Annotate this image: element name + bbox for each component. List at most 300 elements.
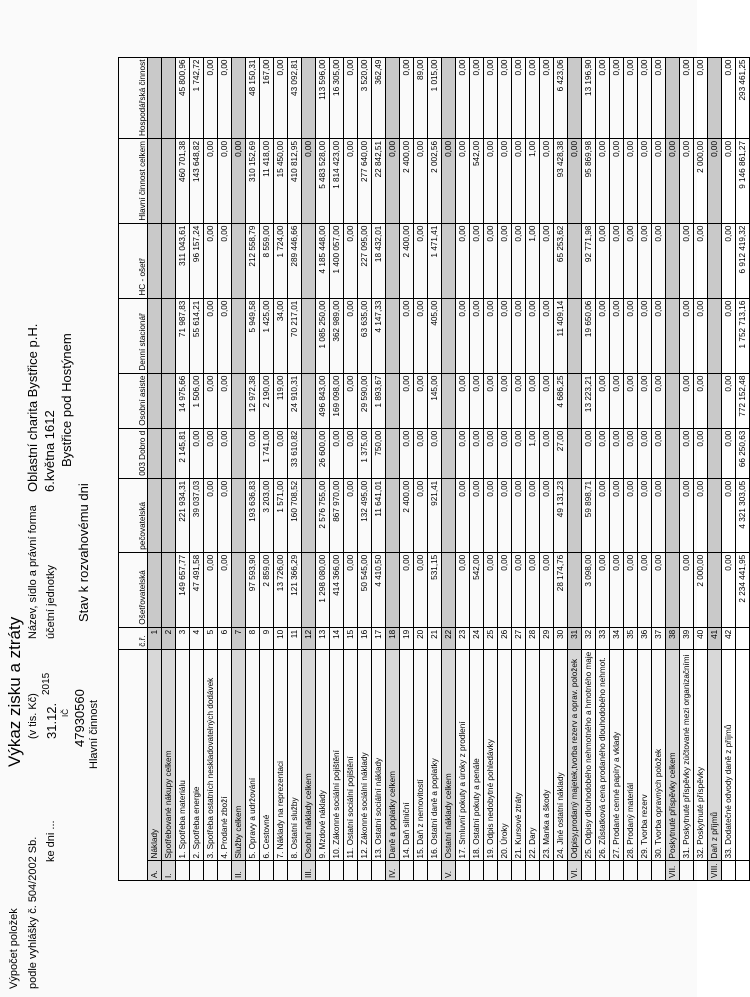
- row-number: 36: [638, 627, 652, 649]
- value-cell: 0,00: [344, 373, 358, 428]
- value-cell: 65 253,62: [554, 223, 568, 298]
- value-cell: 143 648,82: [190, 138, 204, 223]
- value-cell: 1 506,00: [190, 373, 204, 428]
- value-cell: 0,00: [652, 552, 666, 627]
- value-cell: 0,00: [638, 373, 652, 428]
- table-row: [540, 57, 554, 880]
- value-cell: 0,00: [652, 57, 666, 138]
- value-cell: 2 234 441,95: [736, 552, 750, 627]
- value-cell: 8 559,00: [260, 223, 274, 298]
- value-cell: 0,00: [540, 478, 554, 552]
- table-row: [610, 57, 624, 880]
- value-cell: 0,00: [400, 298, 414, 373]
- value-cell: 55 614,21: [190, 298, 204, 373]
- value-cell: 11 641,01: [372, 478, 386, 552]
- value-cell: 0,00: [512, 478, 526, 552]
- value-cell: 0,00: [344, 428, 358, 478]
- section-roman: [540, 861, 554, 881]
- value-cell: [666, 478, 680, 552]
- value-cell: 0,00: [652, 138, 666, 223]
- value-cell: 460 701,38: [176, 138, 190, 223]
- value-cell: 0,00: [344, 552, 358, 627]
- table-row: [624, 57, 638, 880]
- value-cell: [148, 57, 162, 138]
- value-cell: 0,00: [484, 223, 498, 298]
- section-roman: [316, 861, 330, 881]
- section-roman: [680, 861, 694, 881]
- value-cell: 0,00: [596, 138, 610, 223]
- value-cell: 0,00: [484, 373, 498, 428]
- table-row: [456, 57, 470, 880]
- value-cell: 0,00: [680, 138, 694, 223]
- value-cell: [162, 373, 176, 428]
- value-cell: 29 590,00: [358, 373, 372, 428]
- value-cell: 0,00: [456, 57, 470, 138]
- value-cell: 4 185 448,00: [316, 223, 330, 298]
- row-label: 2. Spotřeba energie: [190, 649, 204, 861]
- value-cell: [232, 478, 246, 552]
- row-label: 26. Zůstatková cena prodaného dlouhodobého nehmot.: [596, 649, 610, 861]
- table-row: [372, 57, 386, 880]
- col-header-rn: č.ř.: [119, 627, 148, 649]
- section-roman: [246, 861, 260, 881]
- value-cell: 0,00: [596, 57, 610, 138]
- value-cell: 0,00: [512, 298, 526, 373]
- value-cell: 19 650,06: [582, 298, 596, 373]
- table-row: [526, 57, 540, 880]
- col-header-5: Denní stacionář: [119, 298, 148, 373]
- table-row: [232, 57, 246, 880]
- table-row: [708, 57, 722, 880]
- value-cell: 6 423,06: [554, 57, 568, 138]
- table-row: [680, 57, 694, 880]
- value-cell: 0,00: [456, 298, 470, 373]
- value-cell: 97 593,90: [246, 552, 260, 627]
- value-cell: 0,00: [484, 428, 498, 478]
- row-number: 23: [456, 627, 470, 649]
- value-cell: [302, 298, 316, 373]
- value-cell: 193 636,83: [246, 478, 260, 552]
- value-cell: 0,00: [512, 138, 526, 223]
- value-cell: 2 400,00: [400, 478, 414, 552]
- table-row: [582, 57, 596, 880]
- section-roman: [358, 861, 372, 881]
- row-label: 32. Poskytnuté příspěvky: [694, 649, 708, 861]
- row-label: Poskytnuté příspěvky celkem: [666, 649, 680, 861]
- value-cell: [442, 298, 456, 373]
- row-number: 40: [694, 627, 708, 649]
- value-cell: 4 321 303,05: [736, 478, 750, 552]
- row-label: 5. Opravy a udržování: [246, 649, 260, 861]
- value-cell: 0,00: [624, 428, 638, 478]
- row-number: 34: [610, 627, 624, 649]
- section-roman: VIII.: [708, 861, 722, 881]
- value-cell: [148, 552, 162, 627]
- row-label: 12. Zákonné sociální náklady: [358, 649, 372, 861]
- main-activity-label: Hlavní činnost: [88, 699, 100, 769]
- report-date: 31.12.: [44, 702, 59, 739]
- value-cell: 12 972,38: [246, 373, 260, 428]
- value-cell: 0,00: [456, 373, 470, 428]
- table-row: [596, 57, 610, 880]
- row-number: 8: [246, 627, 260, 649]
- section-roman: [512, 861, 526, 881]
- value-cell: 277 640,00: [358, 138, 372, 223]
- row-number: 3: [176, 627, 190, 649]
- value-cell: 0,00: [470, 223, 484, 298]
- value-cell: 0,00: [526, 552, 540, 627]
- value-cell: 0,00: [526, 373, 540, 428]
- value-cell: 0,00: [694, 478, 708, 552]
- value-cell: 0,00: [442, 138, 456, 223]
- value-cell: [708, 478, 722, 552]
- section-roman: [610, 861, 624, 881]
- value-cell: 33 610,82: [288, 428, 302, 478]
- value-cell: 2 000,00: [694, 552, 708, 627]
- table-row: [218, 57, 232, 880]
- value-cell: 410 812,95: [288, 138, 302, 223]
- value-cell: 0,00: [694, 57, 708, 138]
- value-cell: 0,00: [204, 223, 218, 298]
- row-label: 31. Poskytnuté příspěvky zúčtované mezi organizačními: [680, 649, 694, 861]
- row-label: 15. Daň z nemovitostí: [414, 649, 428, 861]
- table-row: [274, 57, 288, 880]
- row-number: 38: [666, 627, 680, 649]
- value-cell: 13 196,90: [582, 57, 596, 138]
- section-roman: [372, 861, 386, 881]
- value-cell: 1 400 057,00: [330, 223, 344, 298]
- value-cell: 772 152,48: [736, 373, 750, 428]
- row-label: 25. Odpisy dlouhodobého nehmotného a hmotného maje: [582, 649, 596, 861]
- value-cell: 50 545,00: [358, 552, 372, 627]
- value-cell: 0,00: [274, 57, 288, 138]
- value-cell: 0,00: [512, 428, 526, 478]
- value-cell: 0,00: [190, 428, 204, 478]
- row-number: 21: [428, 627, 442, 649]
- value-cell: 0,00: [526, 57, 540, 138]
- value-cell: 0,00: [512, 552, 526, 627]
- section-roman: VII.: [666, 861, 680, 881]
- value-cell: 0,00: [540, 373, 554, 428]
- value-cell: 0,00: [414, 223, 428, 298]
- value-cell: 96 157,24: [190, 223, 204, 298]
- row-number: 39: [680, 627, 694, 649]
- row-number: 37: [652, 627, 666, 649]
- row-number: [736, 627, 750, 649]
- value-cell: 0,00: [400, 373, 414, 428]
- value-cell: 362,49: [372, 57, 386, 138]
- value-cell: 0,00: [722, 428, 736, 478]
- value-cell: 0,00: [596, 223, 610, 298]
- value-cell: 0,00: [414, 552, 428, 627]
- row-label: 7. Náklady na reprezentaci: [274, 649, 288, 861]
- value-cell: 0,00: [624, 223, 638, 298]
- value-cell: 0,00: [400, 57, 414, 138]
- value-cell: 39 037,03: [190, 478, 204, 552]
- row-label: 17. Smluvní pokuty a úroky z prodlení: [456, 649, 470, 861]
- section-roman: VI.: [568, 861, 582, 881]
- row-label: Odpisy,prodaný majetek,tvorba rezerv a oprav. položek: [568, 649, 582, 861]
- row-label: 1. Spotřeba materiálu: [176, 649, 190, 861]
- section-roman: [330, 861, 344, 881]
- value-cell: 0,00: [218, 478, 232, 552]
- row-label: 8. Ostatní služby: [288, 649, 302, 861]
- value-cell: 0,00: [512, 223, 526, 298]
- value-cell: [568, 552, 582, 627]
- table-row: [176, 57, 190, 880]
- value-cell: 362 989,00: [330, 298, 344, 373]
- value-cell: 0,00: [540, 552, 554, 627]
- value-cell: 14 975,66: [176, 373, 190, 428]
- value-cell: 0,00: [722, 298, 736, 373]
- value-cell: [386, 428, 400, 478]
- value-cell: 3 520,00: [358, 57, 372, 138]
- value-cell: 59 898,71: [582, 478, 596, 552]
- value-cell: 2 000,00: [694, 138, 708, 223]
- value-cell: 0,00: [218, 138, 232, 223]
- value-cell: 0,00: [638, 138, 652, 223]
- row-label: 20. Úroky: [498, 649, 512, 861]
- value-cell: 0,00: [652, 478, 666, 552]
- value-cell: [148, 298, 162, 373]
- section-roman: II.: [232, 861, 246, 881]
- section-roman: [470, 861, 484, 881]
- table-row: [386, 57, 400, 880]
- row-number: 5: [204, 627, 218, 649]
- value-cell: [568, 428, 582, 478]
- value-cell: [162, 138, 176, 223]
- row-number: 12: [302, 627, 316, 649]
- row-label: 30. Tvorba opravných položek: [652, 649, 666, 861]
- value-cell: 0,00: [498, 138, 512, 223]
- value-cell: 0,00: [414, 428, 428, 478]
- table-row: [414, 57, 428, 880]
- value-cell: 542,00: [470, 552, 484, 627]
- value-cell: [568, 223, 582, 298]
- row-label: 21. Kursové ztráty: [512, 649, 526, 861]
- value-cell: 0,00: [624, 373, 638, 428]
- table-row: [638, 57, 652, 880]
- value-cell: 1 298 080,00: [316, 552, 330, 627]
- value-cell: 0,00: [344, 138, 358, 223]
- value-cell: 0,00: [344, 223, 358, 298]
- value-cell: 0,00: [470, 373, 484, 428]
- value-cell: [666, 552, 680, 627]
- value-cell: [302, 478, 316, 552]
- value-cell: [302, 552, 316, 627]
- value-cell: 0,00: [484, 138, 498, 223]
- value-cell: 0,00: [722, 373, 736, 428]
- value-cell: [386, 478, 400, 552]
- value-cell: 1 425,00: [260, 298, 274, 373]
- row-label: 28. Prodaný materiál: [624, 649, 638, 861]
- section-roman: [554, 861, 568, 881]
- row-label: Náklady: [148, 649, 162, 861]
- row-number: 2: [162, 627, 176, 649]
- value-cell: [232, 373, 246, 428]
- section-roman: III.: [302, 861, 316, 881]
- section-roman: [288, 861, 302, 881]
- value-cell: [708, 57, 722, 138]
- table-row: [554, 57, 568, 880]
- value-cell: 0,00: [680, 478, 694, 552]
- value-cell: 0,00: [596, 478, 610, 552]
- row-label: 3. Spotřeba ostatních neskladovatelných dodávek: [204, 649, 218, 861]
- value-cell: 921,41: [428, 478, 442, 552]
- table-row: [442, 57, 456, 880]
- table-header-row: [119, 57, 148, 880]
- table-row: [722, 57, 736, 880]
- value-cell: 0,00: [470, 298, 484, 373]
- value-cell: 2 576 755,00: [316, 478, 330, 552]
- value-cell: 0,00: [540, 298, 554, 373]
- value-cell: [386, 373, 400, 428]
- section-roman: [498, 861, 512, 881]
- row-number: 9: [260, 627, 274, 649]
- row-number: 28: [526, 627, 540, 649]
- value-cell: 0,00: [428, 428, 442, 478]
- value-cell: 1,00: [526, 428, 540, 478]
- value-cell: 0,00: [456, 478, 470, 552]
- ic-number: 47930560: [72, 689, 87, 747]
- row-number: 1: [148, 627, 162, 649]
- value-cell: 212 558,79: [246, 223, 260, 298]
- value-cell: 113 596,00: [316, 57, 330, 138]
- value-cell: 92 771,98: [582, 223, 596, 298]
- value-cell: [162, 552, 176, 627]
- value-cell: 1 375,00: [358, 428, 372, 478]
- row-number: 27: [512, 627, 526, 649]
- value-cell: 0,00: [722, 478, 736, 552]
- value-cell: 0,00: [652, 298, 666, 373]
- section-roman: [260, 861, 274, 881]
- value-cell: 0,00: [638, 552, 652, 627]
- value-cell: 496 843,00: [316, 373, 330, 428]
- value-cell: 0,00: [624, 478, 638, 552]
- value-cell: [666, 428, 680, 478]
- value-cell: [442, 373, 456, 428]
- value-cell: [232, 57, 246, 138]
- value-cell: [232, 428, 246, 478]
- section-roman: [218, 861, 232, 881]
- value-cell: 0,00: [638, 428, 652, 478]
- value-cell: 3 203,00: [260, 478, 274, 552]
- value-cell: 93 428,38: [554, 138, 568, 223]
- table-row: [512, 57, 526, 880]
- table-row: [400, 57, 414, 880]
- value-cell: 0,00: [414, 138, 428, 223]
- value-cell: 47 491,58: [190, 552, 204, 627]
- value-cell: 43 092,81: [288, 57, 302, 138]
- value-cell: 49 131,23: [554, 478, 568, 552]
- value-cell: [232, 298, 246, 373]
- value-cell: [708, 428, 722, 478]
- value-cell: [708, 223, 722, 298]
- value-cell: 1 741,00: [260, 428, 274, 478]
- value-cell: 63 635,00: [358, 298, 372, 373]
- row-number: 33: [596, 627, 610, 649]
- value-cell: 0,00: [694, 298, 708, 373]
- value-cell: 0,00: [610, 223, 624, 298]
- organization-name: Oblastní charita Bystřice p.H.: [25, 323, 40, 492]
- row-number: 32: [582, 627, 596, 649]
- value-cell: [162, 223, 176, 298]
- value-cell: 70 217,01: [288, 298, 302, 373]
- row-number: 41: [708, 627, 722, 649]
- table-row: [736, 57, 750, 880]
- row-number: 10: [274, 627, 288, 649]
- value-cell: 1 085 250,00: [316, 298, 330, 373]
- value-cell: [568, 373, 582, 428]
- value-cell: 0,00: [722, 57, 736, 138]
- left-heading-2: podle vyhlášky č. 504/2002 Sb.: [27, 836, 39, 989]
- state-label: Stav k rozvahovému dni: [76, 483, 91, 622]
- value-cell: 34,00: [274, 298, 288, 373]
- value-cell: [708, 373, 722, 428]
- value-cell: 542,00: [470, 138, 484, 223]
- value-cell: 0,00: [484, 298, 498, 373]
- value-cell: [708, 552, 722, 627]
- value-cell: 169 098,00: [330, 373, 344, 428]
- value-cell: 0,00: [400, 428, 414, 478]
- value-cell: 405,00: [428, 298, 442, 373]
- report-title: Výkaz zisku a ztráty: [5, 616, 24, 767]
- row-label: 33. Dodatečné odvody daně z příjmů: [722, 649, 736, 861]
- value-cell: [442, 57, 456, 138]
- value-cell: [302, 57, 316, 138]
- table-row: [498, 57, 512, 880]
- value-cell: 5 483 528,00: [316, 138, 330, 223]
- value-cell: 6 912 419,32: [736, 223, 750, 298]
- value-cell: [232, 223, 246, 298]
- value-cell: 0,00: [232, 138, 246, 223]
- section-roman: A.: [148, 861, 162, 881]
- value-cell: 0,00: [722, 223, 736, 298]
- row-label: 10. Zákonné sociální pojištění: [330, 649, 344, 861]
- value-cell: 145,00: [428, 373, 442, 428]
- value-cell: [148, 428, 162, 478]
- value-cell: [666, 298, 680, 373]
- value-cell: [162, 298, 176, 373]
- value-cell: 0,00: [470, 57, 484, 138]
- value-cell: 1 015,00: [428, 57, 442, 138]
- value-cell: 414 366,00: [330, 552, 344, 627]
- value-cell: 289 446,66: [288, 223, 302, 298]
- value-cell: 1 752 713,16: [736, 298, 750, 373]
- value-cell: 1,00: [526, 138, 540, 223]
- section-roman: [596, 861, 610, 881]
- row-number: 13: [316, 627, 330, 649]
- section-roman: IV.: [386, 861, 400, 881]
- table-row: [568, 57, 582, 880]
- value-cell: 0,00: [344, 298, 358, 373]
- value-cell: 4 410,50: [372, 552, 386, 627]
- value-cell: 531,15: [428, 552, 442, 627]
- section-roman: [582, 861, 596, 881]
- col-header-7: Hlavní činnost celkem: [119, 138, 148, 223]
- value-cell: 0,00: [218, 373, 232, 428]
- value-cell: 0,00: [414, 298, 428, 373]
- value-cell: 3 098,00: [582, 552, 596, 627]
- row-label: Ostatní náklady celkem: [442, 649, 456, 861]
- value-cell: 0,00: [414, 373, 428, 428]
- table-row: [652, 57, 666, 880]
- row-label: 13. Ostatní sociální náklady: [372, 649, 386, 861]
- value-cell: 0,00: [610, 428, 624, 478]
- value-cell: [442, 428, 456, 478]
- value-cell: 1 724,00: [274, 223, 288, 298]
- value-cell: 0,00: [204, 138, 218, 223]
